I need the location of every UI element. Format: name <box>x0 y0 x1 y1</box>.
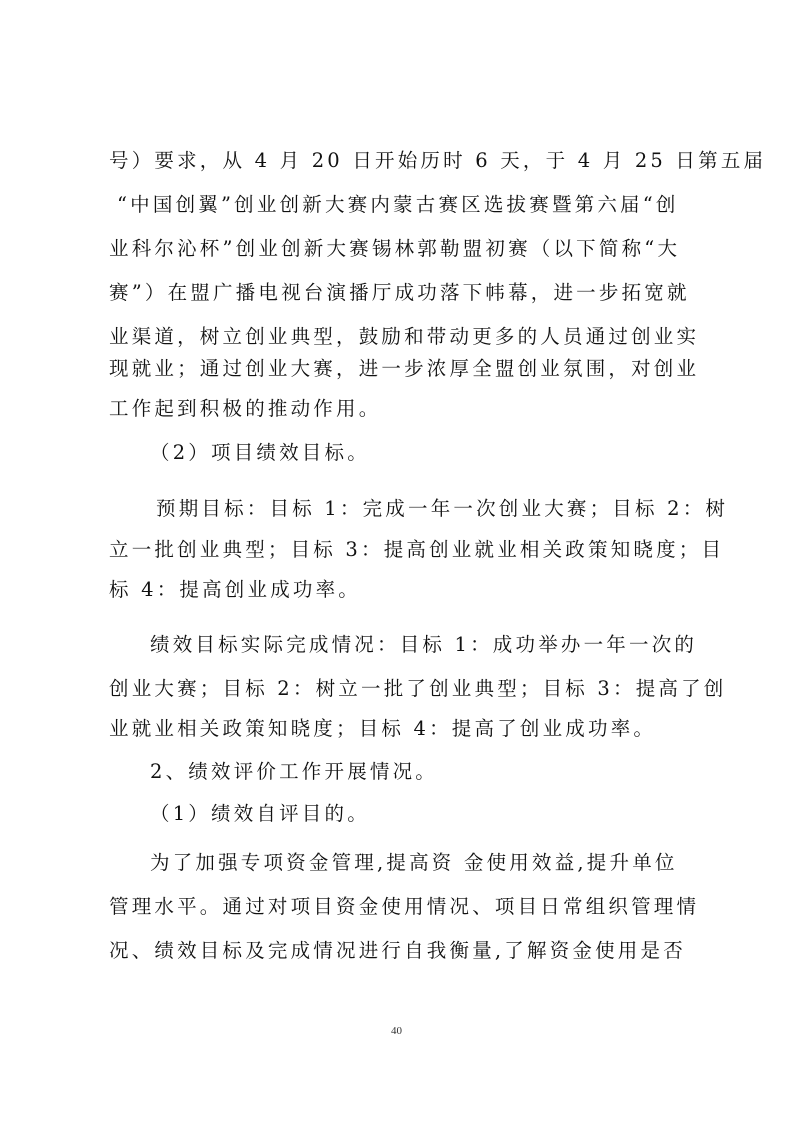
text-line: 况、绩效目标及完成情况进行自我衡量,了解资金使用是否 <box>109 939 686 962</box>
text-line: 创业大赛；目标 2：树立一批了创业典型；目标 3：提高了创 <box>109 677 727 700</box>
text-line: 现就业；通过创业大赛，进一步浓厚全盟创业氛围，对创业 <box>109 357 700 380</box>
section-heading: （2）项目绩效目标。 <box>150 441 370 464</box>
text-line: 号）要求，从 4 月 20 日开始历时 6 天，于 4 月 25 日第五届 <box>109 149 767 172</box>
section-heading: 2、绩效评价工作开展情况。 <box>150 760 439 783</box>
section-heading: （1）绩效自评目的。 <box>150 802 370 825</box>
text-line: 绩效目标实际完成情况：目标 1：成功举办一年一次的 <box>150 633 698 656</box>
text-line: 业科尔沁杯”创业创新大赛锡林郭勒盟初赛（以下简称“大 <box>109 237 681 260</box>
text-line: 业就业相关政策知晓度；目标 4：提高了创业成功率。 <box>109 717 657 740</box>
text-line: 赛”）在盟广播电视台演播厅成功落下帏幕，进一步拓宽就 <box>109 281 690 304</box>
text-line: 为了加强专项资金管理,提高资 金使用效益,提升单位 <box>150 851 678 874</box>
text-line: 标 4：提高创业成功率。 <box>109 578 362 601</box>
text-line: 工作起到积极的推动作用。 <box>109 397 382 420</box>
text-line: 管理水平。通过对项目资金使用情况、项目日常组织管理情 <box>109 895 700 918</box>
page-number: 40 <box>391 1025 402 1037</box>
text-line: 预期目标：目标 1：完成一年一次创业大赛；目标 2：树 <box>156 497 729 520</box>
text-line: 业渠道，树立创业典型，鼓励和带动更多的人员通过创业实 <box>109 325 700 348</box>
text-line: “中国创翼”创业创新大赛内蒙古赛区选拔赛暨第六届“创 <box>117 193 679 216</box>
text-line: 立一批创业典型；目标 3：提高创业就业相关政策知晓度；目 <box>109 538 725 561</box>
